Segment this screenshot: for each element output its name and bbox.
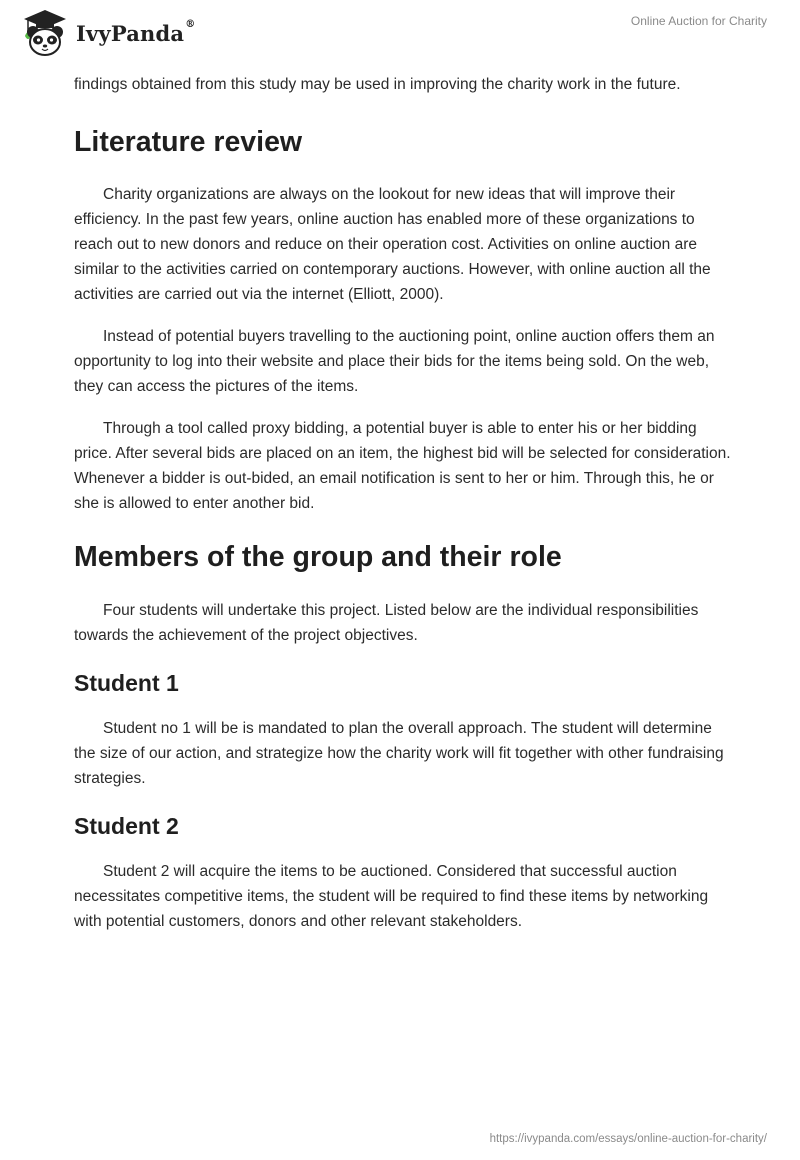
article-content <box>74 72 734 934</box>
intro-continuation: findings obtained from this study may be used in improving the charity work in the future. <box>74 76 681 93</box>
student-1-heading: Student 1 <box>74 670 179 696</box>
student-2-text: Student 2 will acquire the items to be auctioned. Considered that successful auction necessitates competitive items, the student will be required to find these items by networking with potential customers, donors and other relevant stakeholders. <box>74 863 709 930</box>
panda-graduate-icon <box>16 8 74 58</box>
literature-paragraph: Through a tool called proxy bidding, a potential buyer is able to enter his or her bidding price. After several bids are placed on an item, the highest bid will be selected for consideration. Whenever a bidder is out-bided, an email notification is sent to her or him. Through this, he or she is allowed to enter another bid. <box>74 420 731 512</box>
ivypanda-logo[interactable] <box>16 8 195 58</box>
members-heading: Members of the group and their role <box>74 541 562 573</box>
document-title: Online Auction for Charity <box>630 14 767 28</box>
members-intro: Four students will undertake this project. Listed below are the individual responsibilities towards the achievement of the project objectives. <box>74 602 699 644</box>
literature-paragraph: Charity organizations are always on the lookout for new ideas that will improve their efficiency. In the past few years, online auction has enabled more of these organizations to reach out to new donors and reduce on their operation cost. Activities on online auction are similar to the activities carried on contemporary auctions. However, with online auction all the activities are carried out via the internet (Elliott, 2000). <box>74 186 711 303</box>
page-header <box>0 0 800 70</box>
literature-paragraph: Instead of potential buyers travelling to the auctioning point, online auction offers them an opportunity to log into their website and place their bids for the items being sold. On the web, they can access the pictures of the items. <box>74 328 715 395</box>
literature-review-heading: Literature review <box>74 126 303 158</box>
student-1-text: Student no 1 will be is mandated to plan the overall approach. The student will determine the size of our action, and strategize how the charity work will fit together with other fundraising strategies. <box>74 720 724 787</box>
footer-url[interactable]: https://ivypanda.com/essays/online-auction-for-charity/ <box>489 1133 767 1145</box>
brand-name: IvyPanda® <box>76 18 196 46</box>
student-2-heading: Student 2 <box>74 813 179 839</box>
